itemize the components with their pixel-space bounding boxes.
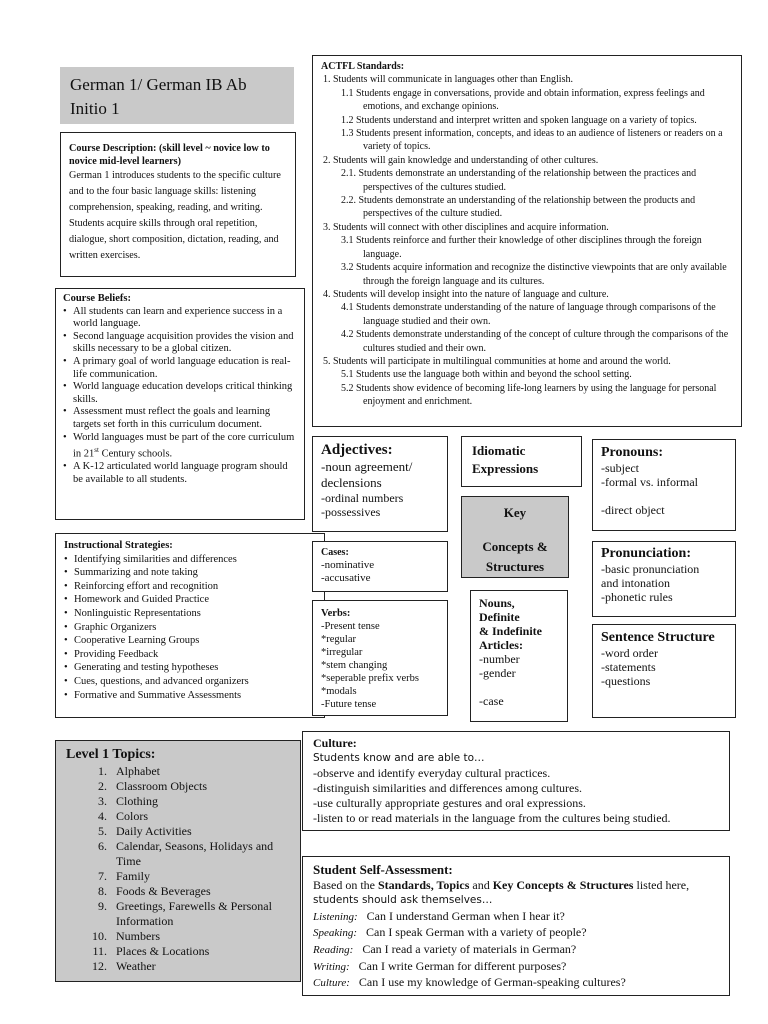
self-assessment-row	[313, 925, 719, 942]
topic-item: 7. Family	[110, 869, 290, 884]
pronouns-line: -subject	[601, 461, 639, 475]
belief-item	[63, 432, 297, 462]
strategy-item: • Generating and testing hypotheses	[64, 661, 316, 675]
topics-list	[66, 764, 290, 974]
belief-item: • A K-12 articulated world language program should be available to all students.	[63, 461, 297, 486]
pronunciation-heading: Pronunciation:	[601, 546, 691, 561]
sentence-line: -statements	[601, 660, 656, 674]
culture-item: -observe and identify everyday cultural practices.	[313, 766, 551, 780]
nouns-item: -gender	[479, 666, 516, 680]
key-concepts-box	[461, 496, 569, 578]
sentence-line: -word order	[601, 646, 658, 660]
belief-item: • World language education develops critical thinking skills.	[63, 381, 297, 406]
verbs-line: *regular	[321, 634, 356, 645]
key-line: Key	[503, 505, 527, 520]
nouns-item: -number	[479, 652, 520, 666]
strategy-item: • Homework and Guided Practice	[64, 593, 316, 607]
topic-item: 4. Colors	[110, 809, 290, 824]
verbs-box	[312, 600, 448, 716]
standard-1-2: 1.2 Students understand and interpret written and spoken language on a variety of topics.	[341, 114, 697, 126]
intro-bold: Standards, Topics	[378, 877, 470, 892]
strategies-heading: Instructional Strategies:	[64, 540, 173, 551]
strategy-item: • Reinforcing effort and recognition	[64, 580, 316, 594]
culture-item: -use culturally appropriate gestures and oral expressions.	[313, 796, 586, 810]
verbs-line: -Present tense	[321, 621, 380, 632]
self-assessment-row	[313, 959, 719, 976]
pronouns-heading: Pronouns:	[601, 445, 663, 460]
culture-box	[302, 731, 730, 831]
sentence-line: -questions	[601, 674, 651, 688]
nouns-item: -case	[479, 694, 504, 708]
self-assessment-row	[313, 975, 719, 992]
strategy-item: • Identifying similarities and differences	[64, 553, 316, 567]
standard-2-1: 2.1. Students demonstrate an understanding of the relationship between the practices and perspectives of the cultures studied.	[341, 168, 697, 193]
belief-item: • All students can learn and experience success in a world language.	[63, 306, 297, 331]
topic-item: 11. Places & Locations	[110, 944, 290, 959]
verbs-line: *stem changing	[321, 660, 388, 671]
adjectives-line: -ordinal numbers	[321, 491, 404, 505]
actfl-standards-box	[312, 55, 742, 427]
standard-4-1: 4.1 Students demonstrate understanding of the nature of language through comparisons of the language studied and their own.	[341, 302, 716, 327]
title-line-2: Initio 1	[70, 99, 120, 118]
pronunciation-line: and intonation	[601, 576, 670, 590]
culture-heading: Culture:	[313, 736, 357, 750]
nouns-line: Articles:	[479, 638, 523, 652]
intro-text: and	[469, 877, 493, 892]
course-beliefs-list	[63, 306, 297, 487]
pronunciation-line: -basic pronunciation	[601, 562, 700, 576]
topic-item: 3. Clothing	[110, 794, 290, 809]
title-line-1: German 1/ German IB Ab	[70, 75, 247, 94]
verbs-line: *irregular	[321, 647, 363, 658]
instructional-strategies-box	[55, 533, 325, 718]
course-beliefs-box	[55, 288, 305, 520]
belief-item: • Assessment must reflect the goals and learning targets set forth in this curriculum document.	[63, 406, 297, 431]
pronouns-line: -formal vs. informal	[601, 475, 698, 489]
pronouns-line: -direct object	[601, 503, 665, 517]
course-description-box	[60, 132, 296, 277]
nouns-line: & Indefinite	[479, 624, 542, 638]
self-assessment-intro	[313, 878, 719, 894]
cases-line: -accusative	[321, 572, 371, 584]
standard-2: 2. Students will gain knowledge and understanding of other cultures.	[323, 154, 599, 166]
belief-item-end: Century schools.	[98, 448, 173, 460]
course-beliefs-heading: Course Beliefs:	[63, 293, 131, 304]
self-assessment-box	[302, 856, 730, 996]
topics-heading: Level 1 Topics:	[66, 747, 156, 762]
culture-intro: Students know and are able to…	[313, 752, 485, 764]
skill-question: Can I use my knowledge of German-speaking cultures?	[358, 975, 626, 990]
skill-question: Can I understand German when I hear it?	[366, 908, 565, 923]
standard-3-1: 3.1 Students reinforce and further their knowledge of other disciplines through the foreign language.	[341, 235, 702, 260]
pronouns-box	[592, 439, 736, 531]
standard-2-2: 2.2. Students demonstrate an understanding of the relationship between the products and perspectives of the culture studied.	[341, 195, 696, 220]
course-description-body: German 1 introduces students to the specific culture and to the four basic language skills: listening comprehension, speaking, reading, and writing. Students acquire skills through oral repetition, dialogue, short composition, dictation, reading, and written exercises.	[69, 170, 281, 261]
cases-line: -nominative	[321, 559, 375, 571]
topic-item: 2. Classroom Objects	[110, 779, 290, 794]
cases-heading: Cases:	[321, 547, 349, 558]
skill-label: Culture:	[313, 977, 350, 990]
skill-label: Listening:	[313, 910, 358, 923]
skill-question: Can I read a variety of materials in German?	[362, 941, 577, 956]
course-description-heading: Course Description: (skill level ~ novice low to novice mid-level learners)	[69, 143, 270, 167]
standard-4: 4. Students will develop insight into the nature of language and culture.	[323, 288, 609, 300]
adjectives-line: declensions	[321, 475, 382, 490]
standard-1: 1. Students will communicate in languages other than English.	[323, 74, 573, 86]
standard-3: 3. Students will connect with other disciplines and acquire information.	[323, 221, 609, 233]
sentence-structure-heading: Sentence Structure	[601, 630, 715, 645]
idiomatic-line: Idiomatic	[472, 443, 526, 458]
strategy-item: • Cooperative Learning Groups	[64, 634, 316, 648]
skill-label: Reading:	[313, 943, 354, 956]
topic-item: 9. Greetings, Farewells & Personal Information	[110, 899, 290, 929]
belief-item: • Second language acquisition provides the vision and skills necessary to be a global citizen.	[63, 331, 297, 356]
adjectives-heading: Adjectives:	[321, 442, 393, 458]
verbs-heading: Verbs:	[321, 608, 351, 619]
standard-5-1: 5.1 Students use the language both within and beyond the school setting.	[341, 369, 632, 381]
nouns-line: Definite	[479, 610, 520, 624]
standard-3-2: 3.2 Students acquire information and recognize the distinctive viewpoints that are only available through the foreign language and its cultures.	[341, 262, 727, 287]
verbs-line: *modals	[321, 686, 357, 697]
cases-box	[312, 541, 448, 592]
nouns-line: Nouns,	[479, 596, 515, 610]
self-assessment-row	[313, 942, 719, 959]
strategy-item: • Summarizing and note taking	[64, 566, 316, 580]
culture-item: -listen to or read materials in the language from the cultures being studied.	[313, 811, 671, 825]
strategy-item: • Cues, questions, and advanced organizers	[64, 675, 316, 689]
standard-5: 5. Students will participate in multilingual communities at home and around the world.	[323, 355, 671, 367]
pronunciation-line: -phonetic rules	[601, 590, 673, 604]
topics-box	[55, 740, 301, 982]
strategy-item: • Formative and Summative Assessments	[64, 689, 316, 703]
belief-item-text: World languages must be part of the core curriculum in 21	[73, 431, 295, 460]
skill-label: Speaking:	[313, 927, 357, 940]
verbs-line: -Future tense	[321, 699, 377, 710]
topic-item: 5. Daily Activities	[110, 824, 290, 839]
strategies-list	[64, 553, 316, 703]
strategy-item: • Graphic Organizers	[64, 621, 316, 635]
standard-4-2: 4.2 Students demonstrate understanding of the concept of culture through the comparisons of the cultures studied and their own.	[341, 329, 729, 354]
intro-bold: Key Concepts & Structures	[492, 877, 634, 892]
topic-item: 10. Numbers	[110, 929, 290, 944]
self-assessment-intro-2: students should ask themselves…	[313, 894, 493, 907]
standard-1-3: 1.3 Students present information, concepts, and ideas to an audience of listeners or readers on a variety of topics.	[341, 128, 723, 153]
belief-item: • A primary goal of world language education is real-life communication.	[63, 356, 297, 381]
topic-item: 8. Foods & Beverages	[110, 884, 290, 899]
idiomatic-line: Expressions	[472, 461, 539, 476]
intro-text: listed here,	[633, 877, 690, 892]
skill-label: Writing:	[313, 960, 350, 973]
skill-question: Can I speak German with a variety of people?	[365, 925, 587, 940]
strategy-item: • Nonlinguistic Representations	[64, 607, 316, 621]
topic-item: 12. Weather	[110, 959, 290, 974]
belief-superscript: st	[94, 446, 99, 455]
topic-item: 6. Calendar, Seasons, Holidays and Time	[110, 839, 290, 869]
nouns-box	[470, 590, 568, 722]
standard-1-1: 1.1 Students engage in conversations, provide and obtain information, express feelings and emotions, and exchange opinions.	[341, 87, 705, 113]
topic-item: 1. Alphabet	[110, 764, 290, 779]
verbs-line: *seperable prefix verbs	[321, 673, 419, 684]
idiomatic-expressions-box	[461, 436, 582, 487]
sentence-structure-box	[592, 624, 736, 718]
skill-question: Can I write German for different purposes?	[358, 958, 567, 973]
self-assessment-heading: Student Self-Assessment:	[313, 862, 453, 877]
pronunciation-box	[592, 541, 736, 617]
adjectives-line: -possessives	[321, 505, 381, 519]
adjectives-line: -noun agreement/	[321, 459, 413, 474]
culture-item: -distinguish similarities and differences among cultures.	[313, 781, 583, 795]
key-line: Structures	[485, 559, 545, 574]
intro-text: Based on the	[313, 877, 378, 892]
strategy-item: • Providing Feedback	[64, 648, 316, 662]
adjectives-box	[312, 436, 448, 532]
key-line: Concepts &	[482, 539, 548, 554]
document-title	[60, 67, 294, 124]
actfl-heading: ACTFL Standards:	[321, 61, 405, 72]
standard-5-2: 5.2 Students show evidence of becoming life-long learners by using the language for personal enjoyment and enrichment.	[341, 382, 717, 408]
self-assessment-row	[313, 909, 719, 926]
